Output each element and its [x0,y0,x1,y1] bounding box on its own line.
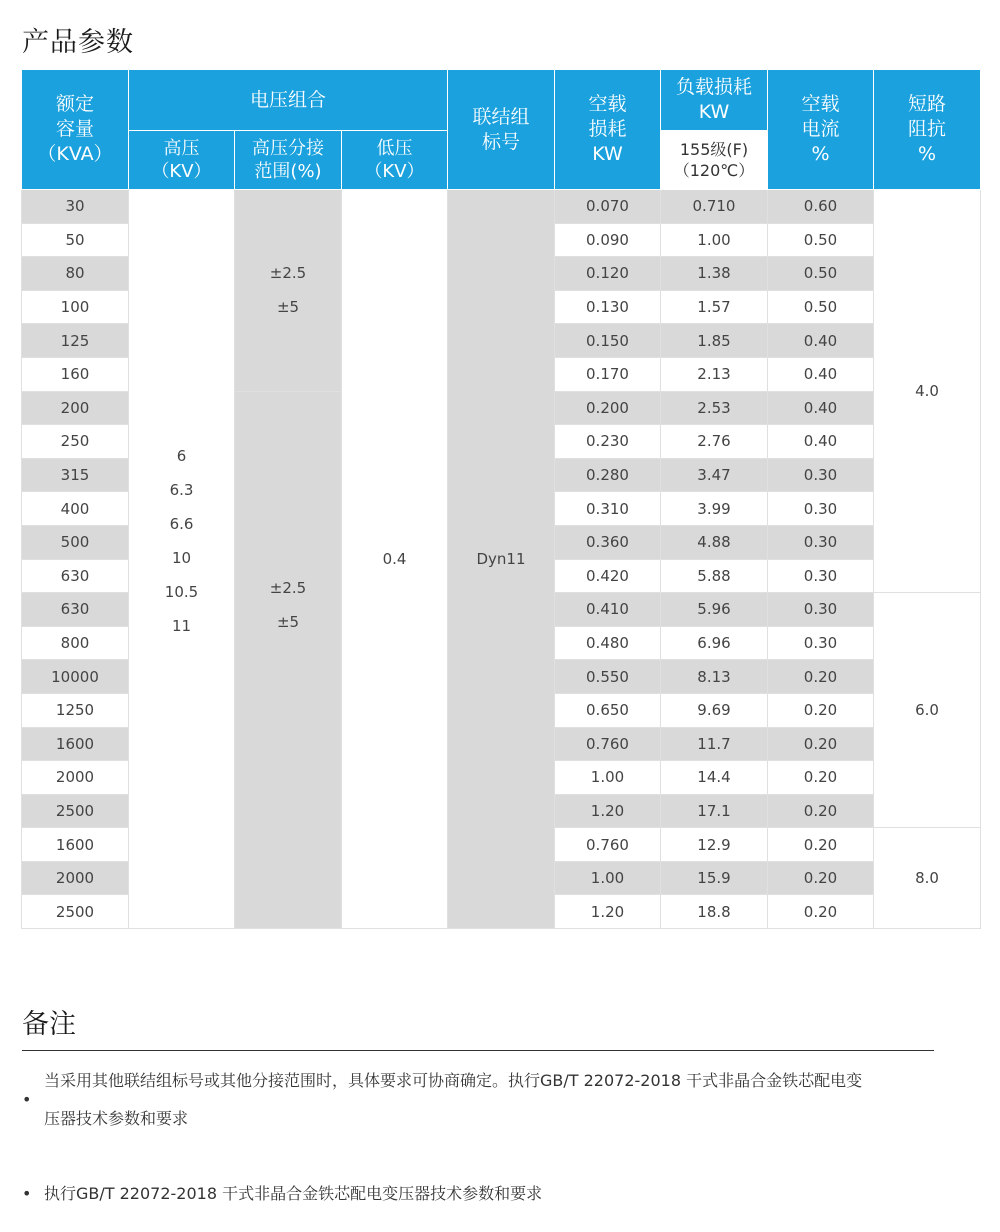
cell-capacity: 80 [22,257,129,291]
hv-value: 10 [171,549,192,568]
cell-noload-loss: 0.090 [555,223,661,257]
cell-noload-loss: 0.070 [555,190,661,224]
hv-value: 6 [176,447,187,466]
cell-noload-loss: 0.420 [555,559,661,593]
cell-impedance: 8.0 [874,828,981,929]
cell-capacity: 2000 [22,761,129,795]
product-parameters-table [21,69,981,929]
cell-current: 0.30 [768,492,874,526]
cell-noload-loss: 0.760 [555,828,661,862]
cell-noload-loss: 0.360 [555,525,661,559]
cell-current: 0.40 [768,357,874,391]
cell-noload-loss: 0.480 [555,626,661,660]
cell-current: 0.30 [768,593,874,627]
bullet-icon: • [22,1184,32,1203]
cell-capacity: 800 [22,626,129,660]
cell-noload-loss: 0.310 [555,492,661,526]
cell-capacity: 630 [22,559,129,593]
cell-impedance: 4.0 [874,190,981,593]
header-impedance: 短路 阻抗 % [874,70,981,190]
cell-load-loss: 12.9 [661,828,768,862]
cell-noload-loss: 0.170 [555,357,661,391]
note-item-2 [22,1175,982,1215]
header-voltage-group: 电压组合 [129,70,448,131]
cell-load-loss: 2.13 [661,357,768,391]
cell-noload-loss: 0.550 [555,660,661,694]
cell-current: 0.20 [768,895,874,929]
cell-current: 0.40 [768,391,874,425]
cell-noload-loss: 0.650 [555,693,661,727]
cell-noload-loss: 0.200 [555,391,661,425]
header-noload-loss: 空载 损耗 KW [555,70,661,190]
tap-value: ±5 [276,298,300,317]
cell-tap-range-2 [235,391,342,929]
cell-noload-loss: 0.120 [555,257,661,291]
cell-noload-loss: 1.20 [555,895,661,929]
cell-noload-loss: 1.20 [555,794,661,828]
cell-noload-loss: 0.280 [555,458,661,492]
tap-value: ±5 [276,612,300,631]
cell-current: 0.30 [768,559,874,593]
tap-value: ±2.5 [269,264,307,283]
cell-capacity: 200 [22,391,129,425]
cell-load-loss: 4.88 [661,525,768,559]
cell-noload-loss: 0.230 [555,425,661,459]
hv-value: 11 [171,617,192,636]
cell-load-loss: 17.1 [661,794,768,828]
cell-load-loss: 15.9 [661,861,768,895]
cell-load-loss: 3.47 [661,458,768,492]
cell-current: 0.20 [768,693,874,727]
cell-noload-loss: 0.760 [555,727,661,761]
cell-capacity: 2500 [22,794,129,828]
cell-current: 0.20 [768,761,874,795]
cell-capacity: 400 [22,492,129,526]
cell-current: 0.60 [768,190,874,224]
cell-load-loss: 1.38 [661,257,768,291]
cell-load-loss: 8.13 [661,660,768,694]
cell-current: 0.20 [768,828,874,862]
header-capacity: 额定 容量 （KVA） [22,70,129,190]
cell-load-loss: 11.7 [661,727,768,761]
cell-load-loss: 1.00 [661,223,768,257]
cell-current: 0.20 [768,861,874,895]
cell-current: 0.30 [768,626,874,660]
cell-capacity: 1250 [22,693,129,727]
cell-capacity: 630 [22,593,129,627]
cell-capacity: 30 [22,190,129,224]
header-noload-current: 空载 电流 % [768,70,874,190]
note-item-1 [22,1062,982,1142]
cell-lv-value: 0.4 [342,190,448,929]
cell-load-loss: 6.96 [661,626,768,660]
note-line: 当采用其他联结组标号或其他分接范围时，具体要求可协商确定。执行GB/T 22072-2018 干式非晶合金铁芯配电变 [44,1071,863,1090]
hv-value: 10.5 [164,583,199,602]
cell-capacity: 10000 [22,660,129,694]
cell-load-loss: 9.69 [661,693,768,727]
cell-capacity: 125 [22,324,129,358]
cell-hv-values [129,190,235,929]
tap-value: ±2.5 [269,578,307,597]
cell-capacity: 50 [22,223,129,257]
header-load-loss-class: 155级(F) （120℃） [661,131,768,190]
cell-capacity: 500 [22,525,129,559]
cell-load-loss: 0.710 [661,190,768,224]
cell-capacity: 100 [22,290,129,324]
header-lv: 低压 （KV） [342,131,448,190]
note-line: 执行GB/T 22072-2018 干式非晶合金铁芯配电变压器技术参数和要求 [44,1184,543,1203]
cell-connection: Dyn11 [448,190,555,929]
header-load-loss: 负载损耗 KW [661,70,768,131]
header-tap-range: 高压分接 范围(%) [235,131,342,190]
hv-value: 6.6 [169,515,194,534]
cell-noload-loss: 1.00 [555,761,661,795]
cell-load-loss: 3.99 [661,492,768,526]
cell-load-loss: 2.53 [661,391,768,425]
cell-load-loss: 14.4 [661,761,768,795]
bullet-icon: • [22,1090,32,1109]
cell-noload-loss: 0.410 [555,593,661,627]
cell-capacity: 2000 [22,861,129,895]
notes-title: 备注 [22,1009,76,1040]
cell-capacity: 2500 [22,895,129,929]
cell-capacity: 1600 [22,727,129,761]
hv-value: 6.3 [169,481,194,500]
cell-load-loss: 5.96 [661,593,768,627]
cell-load-loss: 1.57 [661,290,768,324]
header-connection: 联结组 标号 [448,70,555,190]
cell-impedance: 6.0 [874,593,981,828]
page-title: 产品参数 [22,27,134,58]
cell-current: 0.20 [768,660,874,694]
cell-capacity: 315 [22,458,129,492]
cell-current: 0.50 [768,223,874,257]
cell-load-loss: 18.8 [661,895,768,929]
cell-noload-loss: 0.130 [555,290,661,324]
cell-load-loss: 2.76 [661,425,768,459]
cell-current: 0.20 [768,794,874,828]
cell-capacity: 250 [22,425,129,459]
cell-current: 0.30 [768,525,874,559]
note-line: 压器技术参数和要求 [44,1109,189,1128]
cell-noload-loss: 0.150 [555,324,661,358]
cell-load-loss: 1.85 [661,324,768,358]
header-hv: 高压 （KV） [129,131,235,190]
cell-capacity: 1600 [22,828,129,862]
cell-current: 0.20 [768,727,874,761]
cell-load-loss: 5.88 [661,559,768,593]
cell-noload-loss: 1.00 [555,861,661,895]
cell-current: 0.50 [768,257,874,291]
table-row [22,190,981,224]
cell-current: 0.50 [768,290,874,324]
cell-current: 0.40 [768,425,874,459]
cell-current: 0.30 [768,458,874,492]
cell-tap-range-1 [235,190,342,392]
cell-current: 0.40 [768,324,874,358]
notes-divider [22,1050,934,1051]
cell-capacity: 160 [22,357,129,391]
